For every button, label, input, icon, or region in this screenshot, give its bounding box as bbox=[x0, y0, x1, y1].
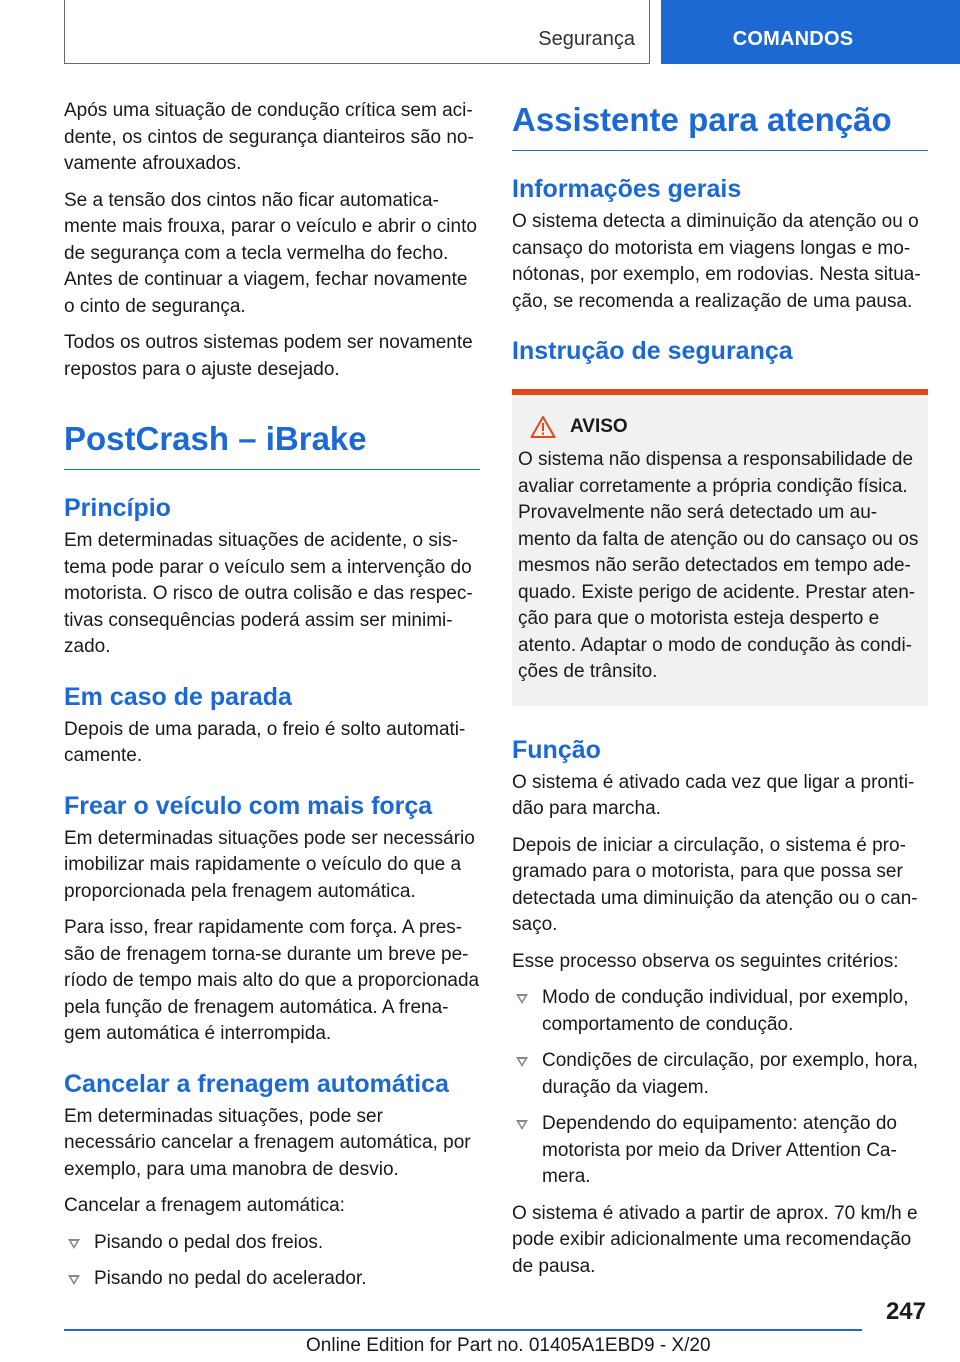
parada-text: Depois de uma parada, o freio é solto automati-camente. bbox=[64, 718, 466, 766]
footer-edition: Online Edition for Part no. 01405A1EBD9 - X/20 bbox=[306, 1335, 711, 1356]
heading-assistente: Assistente para atenção bbox=[512, 98, 928, 151]
intro-paragraph-3: Todos os outros sistemas podem ser novamente repostos para o ajuste desejado. bbox=[64, 332, 473, 380]
header-section-box bbox=[64, 0, 650, 64]
frear-text-2: Para isso, frear rapidamente com força. A pres-são de frenagem torna-se durante um breve pe-ríodo de tempo mais alto do que a proporcionada pela função de frenagem automática. A frena-gem automática é interrompida. bbox=[64, 917, 480, 1044]
criterios-list bbox=[512, 985, 928, 1191]
list-item: Modo de condução individual, por exemplo, comportamento de condução. bbox=[512, 985, 928, 1038]
cancelar-text-2: Cancelar a frenagem automática: bbox=[64, 1195, 345, 1216]
funcao-text-2: Depois de iniciar a circulação, o sistema é pro-gramado para o motorista, para que possa ser detectada uma diminuição da atenção ou o can-saço. bbox=[512, 834, 918, 935]
funcao-text-3: Esse processo observa os seguintes critérios: bbox=[512, 950, 899, 972]
tab-comandos[interactable] bbox=[661, 0, 960, 64]
cancelar-text-1: Em determinadas situações, pode ser necessário cancelar a frenagem automática, por exemplo, para uma manobra de desvio. bbox=[64, 1105, 471, 1180]
warning-text: O sistema não dispensa a responsabilidade de avaliar corretamente a própria condição física. Provavelmente não será detectado um au-mento da falta de atenção ou do cansaço ou os mesmos não serão detectados em tempo ade-quado. Existe perigo de acidente. Prestar aten-ção para que o motorista esteja desperto e atento. Adaptar o modo de condução às condi-ções de trânsito. bbox=[518, 449, 919, 682]
warning-label: AVISO bbox=[570, 416, 628, 437]
triangle-bullet-icon bbox=[516, 1120, 528, 1130]
principio-text: Em determinadas situações de acidente, o sis-tema pode parar o veículo sem a intervenção do motorista. O risco de outra colisão e das respec-tivas consequências poderá assim ser minimi-zado. bbox=[64, 530, 473, 657]
list-item: Condições de circulação, por exemplo, hora, duração da viagem. bbox=[512, 1048, 928, 1101]
triangle-bullet-icon bbox=[68, 1275, 80, 1285]
warning-triangle-icon bbox=[530, 415, 556, 439]
funcao-text-1: O sistema é ativado cada vez que ligar a pronti-dão para marcha. bbox=[512, 771, 915, 819]
page-number: 247 bbox=[885, 1298, 926, 1325]
heading-informacoes: Informações gerais bbox=[512, 175, 742, 203]
heading-postcrash: PostCrash – iBrake bbox=[64, 417, 480, 470]
heading-frear: Frear o veículo com mais força bbox=[64, 791, 433, 820]
cancelar-list bbox=[64, 1230, 480, 1293]
right-column bbox=[512, 98, 928, 1290]
heading-cancelar: Cancelar a frenagem automática bbox=[64, 1069, 449, 1098]
triangle-bullet-icon bbox=[68, 1239, 80, 1249]
triangle-bullet-icon bbox=[516, 1057, 528, 1067]
footer-divider bbox=[64, 1329, 862, 1331]
tab-comandos-label: COMANDOS bbox=[732, 28, 854, 50]
warning-box bbox=[512, 389, 928, 706]
list-item: Pisando o pedal dos freios. bbox=[64, 1230, 480, 1257]
heading-funcao: Função bbox=[512, 735, 601, 764]
section-title: Segurança bbox=[538, 28, 635, 50]
funcao-text-4: O sistema é ativado a partir de aprox. 70 km/h e pode exibir adicionalmente uma recomendação de pausa. bbox=[512, 1202, 918, 1277]
heading-principio: Princípio bbox=[64, 494, 171, 522]
heading-parada: Em caso de parada bbox=[64, 682, 292, 711]
intro-paragraph-1: Após uma situação de condução crítica sem aci-dente, os cintos de segurança dianteiros são no-vamente afrouxados. bbox=[64, 100, 474, 174]
triangle-bullet-icon bbox=[516, 994, 528, 1004]
list-item: Dependendo do equipamento: atenção do motorista por meio da Driver Attention Ca-mera. bbox=[512, 1111, 928, 1191]
left-column bbox=[64, 98, 480, 1303]
informacoes-text: O sistema detecta a diminuição da atenção ou o cansaço do motorista em viagens longas e mo-nótonas, por exemplo, em rodovias. Nesta situa-ção, se recomenda a realização de uma pausa. bbox=[512, 211, 921, 312]
warning-title bbox=[518, 415, 920, 439]
frear-text-1: Em determinadas situações pode ser necessário imobilizar mais rapidamente o veículo do que a proporcionada pela frenagem automática. bbox=[64, 827, 475, 902]
list-item: Pisando no pedal do acelerador. bbox=[64, 1266, 480, 1293]
intro-paragraph-2: Se a tensão dos cintos não ficar automatica-mente mais frouxa, parar o veículo e abrir o cinto de segurança com a tecla vermelha do fecho. Antes de continuar a viagem, fechar novamente o cinto de segurança. bbox=[64, 189, 477, 317]
heading-instrucao: Instrução de segurança bbox=[512, 337, 793, 365]
